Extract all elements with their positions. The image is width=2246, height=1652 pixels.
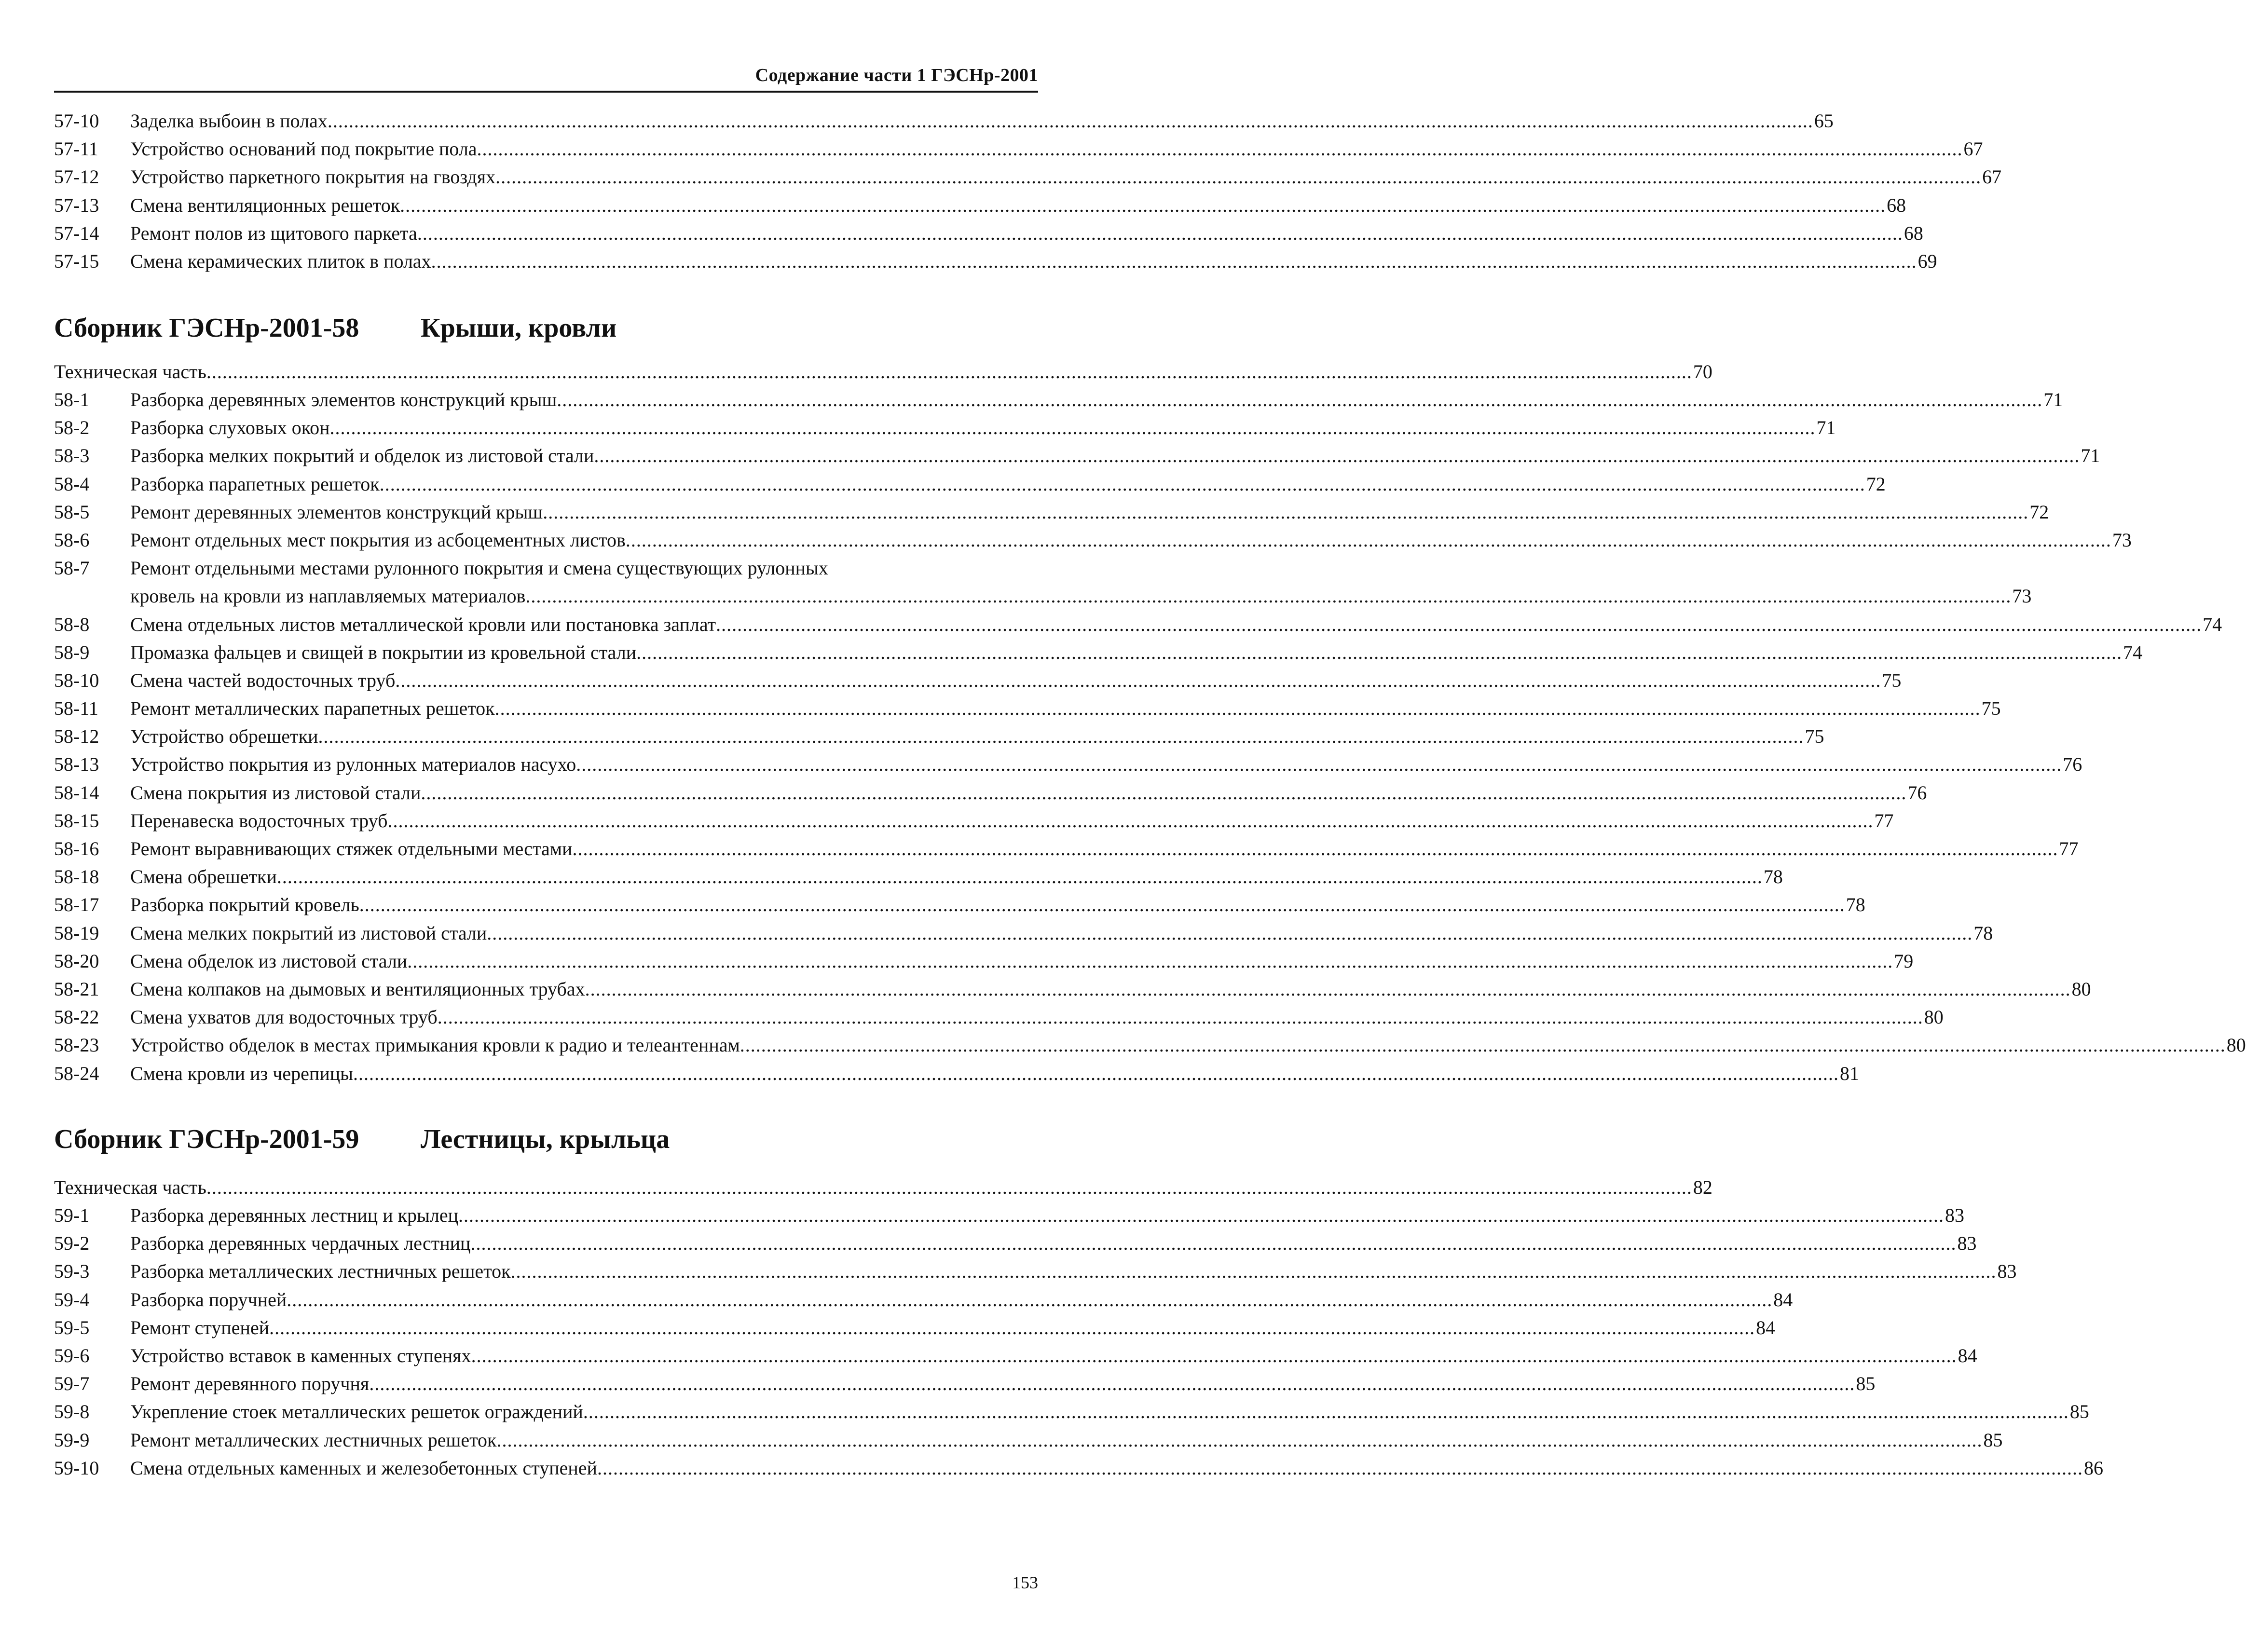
toc-page-number: 77 bbox=[1874, 809, 1894, 832]
dot-leader bbox=[716, 611, 2202, 639]
toc-entry-number: 59-10 bbox=[54, 1457, 99, 1479]
dot-leader bbox=[206, 358, 1692, 386]
toc-entry-number: 58-13 bbox=[54, 753, 99, 776]
toc-entry-title: Ремонт деревянного поручня bbox=[130, 1373, 370, 1395]
toc-entry-number: 58-7 bbox=[54, 557, 90, 579]
toc-page-number: 78 bbox=[1763, 866, 1783, 888]
toc-page-number: 74 bbox=[2123, 641, 2143, 663]
toc-row[interactable] bbox=[54, 1257, 2017, 1285]
toc-page-number: 72 bbox=[1866, 473, 1886, 495]
toc-row[interactable] bbox=[54, 247, 1937, 275]
dot-leader bbox=[557, 386, 2042, 414]
toc-entry-number: 59-9 bbox=[54, 1429, 90, 1451]
toc-entry-title: Устройство покрытия из рулонных материалов насухо bbox=[130, 753, 576, 776]
toc-entry-number: 58-15 bbox=[54, 809, 99, 832]
toc-entry-number: 58-23 bbox=[54, 1034, 99, 1056]
toc-entry-title: Разборка металлических лестничных решеток bbox=[130, 1260, 511, 1283]
toc-row[interactable] bbox=[54, 919, 1993, 947]
toc-entry-number: 58-4 bbox=[54, 473, 90, 495]
toc-row[interactable] bbox=[54, 779, 1927, 807]
toc-row[interactable] bbox=[54, 1370, 1876, 1398]
dot-leader bbox=[636, 639, 2122, 667]
toc-entry-title: Смена ухватов для водосточных труб bbox=[130, 1006, 438, 1028]
toc-entry-number: 59-3 bbox=[54, 1260, 90, 1283]
toc-entry-title: Ремонт ступеней bbox=[130, 1316, 270, 1338]
toc-row[interactable] bbox=[54, 386, 2063, 414]
toc-entry-title: Смена колпаков на дымовых и вентиляционных трубах bbox=[130, 978, 585, 1000]
toc-entry-title: Смена вентиляционных решеток bbox=[130, 194, 400, 216]
toc-entry-title: Техническая часть bbox=[54, 361, 206, 382]
section-59-name: Лестницы, крыльца bbox=[421, 1124, 670, 1154]
toc-entry-title: Устройство паркетного покрытия на гвоздях bbox=[130, 166, 496, 188]
toc-entry-number: 58-16 bbox=[54, 838, 99, 860]
toc-row[interactable] bbox=[54, 1060, 1859, 1088]
toc-entry-title: кровель на кровли из наплавляемых материалов bbox=[130, 585, 526, 607]
dot-leader bbox=[387, 807, 1873, 835]
dot-leader bbox=[626, 526, 2111, 554]
dot-leader bbox=[431, 247, 1917, 275]
toc-entry-title: Смена частей водосточных труб bbox=[130, 669, 396, 691]
toc-entry-number: 59-7 bbox=[54, 1373, 90, 1395]
dot-leader bbox=[594, 442, 2080, 470]
toc-part57-list bbox=[54, 107, 2002, 275]
toc-entry-title: Разборка парапетных решеток bbox=[130, 473, 380, 495]
dot-leader bbox=[585, 975, 2071, 1003]
toc-row[interactable] bbox=[54, 219, 1923, 247]
dot-leader bbox=[380, 470, 1865, 498]
toc-entry-number: 58-2 bbox=[54, 417, 90, 439]
toc-entry-number: 58-5 bbox=[54, 501, 90, 523]
section-58-code: Сборник ГЭСНр-2001-58 bbox=[54, 313, 359, 343]
toc-row[interactable] bbox=[54, 891, 1865, 919]
toc-entry-title: Ремонт металлических парапетных решеток bbox=[130, 697, 495, 720]
toc-page-number: 73 bbox=[2112, 529, 2132, 551]
toc-tech-part-row[interactable] bbox=[54, 358, 1712, 386]
toc-page-number: 85 bbox=[1983, 1429, 2003, 1451]
toc-page-number: 68 bbox=[1887, 194, 1906, 216]
dot-leader bbox=[421, 779, 1906, 807]
dot-leader bbox=[471, 1342, 1957, 1370]
toc-row[interactable] bbox=[54, 751, 2082, 778]
toc-page-number: 78 bbox=[1973, 922, 1993, 944]
toc-entry-title: Заделка выбоин в полах bbox=[130, 110, 328, 132]
dot-leader bbox=[417, 219, 1903, 247]
toc-entry-title: Разборка деревянных лестниц и крылец bbox=[130, 1204, 459, 1226]
toc-page-number: 80 bbox=[2071, 978, 2091, 1000]
toc-entry-number: 58-10 bbox=[54, 669, 99, 691]
toc-entry-number: 57-15 bbox=[54, 250, 99, 272]
dot-leader bbox=[495, 695, 1981, 723]
toc-row[interactable] bbox=[54, 1031, 2246, 1059]
toc-page-number: 67 bbox=[1963, 138, 1983, 160]
toc-page-number: 69 bbox=[1917, 250, 1937, 272]
toc-page-number: 73 bbox=[2012, 585, 2032, 607]
section-58-name: Крыши, кровли bbox=[421, 313, 617, 343]
toc-entry-title: Ремонт деревянных элементов конструкций крыш bbox=[130, 501, 543, 523]
toc-entry-number: 59-4 bbox=[54, 1288, 90, 1311]
dot-leader bbox=[328, 107, 1813, 135]
toc-entry-title: Разборка деревянных элементов конструкций крыш bbox=[130, 389, 557, 410]
toc-row[interactable] bbox=[54, 1426, 2003, 1454]
toc-entry-title: Перенавеска водосточных труб bbox=[130, 809, 388, 832]
toc-entry-number: 58-3 bbox=[54, 445, 90, 467]
toc-row[interactable] bbox=[54, 1314, 1776, 1342]
dot-leader bbox=[576, 751, 2062, 778]
running-header bbox=[54, 63, 1038, 93]
toc-row-continuation[interactable] bbox=[54, 582, 2032, 610]
toc-entry-title-line1: Ремонт отдельными местами рулонного покрытия и смена существующих рулонных bbox=[130, 557, 828, 579]
toc-row[interactable] bbox=[54, 163, 2002, 191]
toc-page-number: 67 bbox=[1982, 166, 2002, 188]
toc-row[interactable] bbox=[54, 1342, 1977, 1370]
toc-row[interactable] bbox=[54, 639, 2143, 667]
toc-entry-title: Смена покрытия из листовой стали bbox=[130, 781, 421, 804]
dot-leader bbox=[543, 498, 2028, 526]
dot-leader bbox=[400, 191, 1886, 219]
toc-page-number: 86 bbox=[2083, 1457, 2103, 1479]
toc-row[interactable] bbox=[54, 414, 1836, 442]
dot-leader bbox=[353, 1060, 1839, 1088]
dot-leader bbox=[330, 414, 1816, 442]
toc-entry-number: 59-6 bbox=[54, 1344, 90, 1366]
toc-entry-number: 59-1 bbox=[54, 1204, 90, 1226]
toc-entry-number: 59-8 bbox=[54, 1401, 90, 1423]
toc-entry-title: Устройство оснований под покрытие пола bbox=[130, 138, 477, 160]
toc-row[interactable] bbox=[54, 695, 2001, 723]
toc-entry-title: Разборка покрытий кровель bbox=[130, 894, 359, 916]
dot-leader bbox=[438, 1003, 1923, 1031]
toc-row[interactable] bbox=[54, 667, 1902, 695]
toc-row[interactable] bbox=[54, 470, 1886, 498]
toc-page-number: 71 bbox=[2081, 445, 2100, 467]
toc-entry-number: 58-19 bbox=[54, 922, 99, 944]
toc-entry-title: Устройство вставок в каменных ступенях bbox=[130, 1344, 471, 1366]
dot-leader bbox=[287, 1286, 1772, 1314]
dot-leader bbox=[470, 1229, 1956, 1257]
header-title: Содержание части 1 ГЭСНр-2001 bbox=[755, 65, 1038, 85]
toc-row[interactable] bbox=[54, 611, 2222, 639]
toc-page-number: 80 bbox=[2226, 1034, 2246, 1056]
toc-page-number: 84 bbox=[1756, 1316, 1776, 1338]
dot-leader bbox=[487, 919, 1972, 947]
toc-row[interactable] bbox=[54, 498, 2049, 526]
toc-row[interactable] bbox=[54, 135, 1983, 163]
page-number: 153 bbox=[1012, 1573, 1038, 1592]
toc-page-number: 83 bbox=[1997, 1260, 2017, 1283]
dot-leader bbox=[572, 835, 2058, 863]
toc-page-number: 75 bbox=[1882, 669, 1902, 691]
toc-page-number: 84 bbox=[1773, 1288, 1793, 1311]
toc-entry-number: 57-13 bbox=[54, 194, 99, 216]
toc-entry-number: 58-6 bbox=[54, 529, 90, 551]
toc-entry-number: 58-8 bbox=[54, 613, 90, 635]
toc-section59-list bbox=[54, 1201, 2103, 1482]
toc-entry-number: 58-18 bbox=[54, 866, 99, 888]
toc-page-number: 68 bbox=[1904, 222, 1923, 244]
toc-page-number: 74 bbox=[2203, 613, 2222, 635]
toc-entry-title: Смена керамических плиток в полах bbox=[130, 250, 431, 272]
dot-leader bbox=[597, 1454, 2083, 1482]
dot-leader bbox=[277, 863, 1763, 891]
toc-row[interactable] bbox=[54, 807, 1894, 835]
toc-entry-number: 58-20 bbox=[54, 950, 99, 972]
toc-page-number: 83 bbox=[1957, 1232, 1977, 1255]
toc-page-number: 77 bbox=[2059, 838, 2079, 860]
section-59-code: Сборник ГЭСНр-2001-59 bbox=[54, 1124, 359, 1154]
toc-row[interactable] bbox=[54, 835, 2079, 863]
toc-tech-part-row[interactable] bbox=[54, 1174, 1712, 1201]
toc-page-number: 75 bbox=[1981, 697, 2001, 720]
toc-page-number: 79 bbox=[1894, 950, 1914, 972]
dot-leader bbox=[395, 667, 1881, 695]
toc-section58-list bbox=[54, 386, 2246, 1088]
toc-row[interactable] bbox=[54, 1454, 2103, 1482]
toc-row[interactable] bbox=[54, 975, 2091, 1003]
dot-leader bbox=[318, 723, 1804, 751]
toc-row[interactable] bbox=[54, 554, 1038, 582]
toc-row[interactable] bbox=[54, 191, 1906, 219]
toc-entry-number: 58-12 bbox=[54, 725, 99, 748]
dot-leader bbox=[359, 891, 1845, 919]
toc-entry-title: Разборка деревянных чердачных лестниц bbox=[130, 1232, 471, 1255]
toc-entry-title: Промазка фальцев и свищей в покрытии из кровельной стали bbox=[130, 641, 637, 663]
dot-leader bbox=[206, 1174, 1692, 1201]
toc-row[interactable] bbox=[54, 442, 2100, 470]
toc-entry-title: Разборка мелких покрытий и обделок из листовой стали bbox=[130, 445, 594, 467]
toc-row[interactable] bbox=[54, 723, 1824, 751]
toc-entry-title: Смена обрешетки bbox=[130, 866, 277, 888]
toc-row[interactable] bbox=[54, 1003, 1944, 1031]
toc-page-number: 82 bbox=[1693, 1176, 1712, 1198]
toc-entry-number: 57-11 bbox=[54, 138, 98, 160]
dot-leader bbox=[269, 1314, 1755, 1342]
toc-entry-title: Разборка слуховых окон bbox=[130, 417, 330, 439]
toc-entry-number: 57-10 bbox=[54, 110, 99, 132]
toc-entry-title: Смена обделок из листовой стали bbox=[130, 950, 408, 972]
toc-page-number: 81 bbox=[1840, 1062, 1859, 1084]
dot-leader bbox=[369, 1370, 1855, 1398]
toc-page-number: 85 bbox=[2069, 1401, 2089, 1423]
toc-entry-title: Ремонт полов из щитового паркета bbox=[130, 222, 417, 244]
toc-entry-title: Ремонт выравнивающих стяжек отдельными местами bbox=[130, 838, 573, 860]
toc-entry-number: 58-22 bbox=[54, 1006, 99, 1028]
toc-entry-title: Смена отдельных каменных и железобетонных ступеней bbox=[130, 1457, 597, 1479]
toc-row[interactable] bbox=[54, 1286, 1793, 1314]
toc-row[interactable] bbox=[54, 526, 2132, 554]
toc-entry-number: 58-14 bbox=[54, 781, 99, 804]
toc-entry-title: Устройство обрешетки bbox=[130, 725, 318, 748]
dot-leader bbox=[583, 1398, 2069, 1426]
toc-page-number: 85 bbox=[1856, 1373, 1876, 1395]
toc-row[interactable] bbox=[54, 107, 1834, 135]
toc-page-number: 72 bbox=[2029, 501, 2049, 523]
toc-entry-title: Техническая часть bbox=[54, 1176, 206, 1198]
toc-entry-title: Ремонт отдельных мест покрытия из асбоцементных листов bbox=[130, 529, 626, 551]
dot-leader bbox=[458, 1201, 1944, 1229]
toc-entry-title: Устройство обделок в местах примыкания кровли к радио и телеантеннам bbox=[130, 1034, 740, 1056]
toc-entry-title: Укрепление стоек металлических решеток ограждений bbox=[130, 1401, 583, 1423]
toc-entry-title: Смена кровли из черепицы bbox=[130, 1062, 353, 1084]
dot-leader bbox=[740, 1031, 2226, 1059]
toc-entry-number: 58-9 bbox=[54, 641, 90, 663]
toc-entry-title: Ремонт металлических лестничных решеток bbox=[130, 1429, 497, 1451]
toc-entry-number: 59-2 bbox=[54, 1232, 90, 1255]
toc-entry-number: 58-17 bbox=[54, 894, 99, 916]
toc-page-number: 83 bbox=[1945, 1204, 1965, 1226]
dot-leader bbox=[407, 947, 1893, 975]
dot-leader bbox=[525, 582, 2011, 610]
toc-page-number: 70 bbox=[1693, 361, 1712, 382]
toc-entry-number: 58-1 bbox=[54, 389, 90, 410]
toc-row[interactable] bbox=[54, 1201, 1965, 1229]
toc-entry-title: Смена отдельных листов металлической кровли или постановка заплат bbox=[130, 613, 716, 635]
toc-page-number: 80 bbox=[1924, 1006, 1944, 1028]
toc-entry-number: 57-14 bbox=[54, 222, 99, 244]
toc-page-number: 65 bbox=[1814, 110, 1834, 132]
toc-entry-number: 57-12 bbox=[54, 166, 99, 188]
toc-page-number: 76 bbox=[2063, 753, 2082, 776]
toc-entry-title: Разборка поручней bbox=[130, 1288, 287, 1311]
toc-page-number: 71 bbox=[1816, 417, 1836, 439]
toc-entry-number: 59-5 bbox=[54, 1316, 90, 1338]
dot-leader bbox=[511, 1257, 1997, 1285]
toc-entry-title: Смена мелких покрытий из листовой стали bbox=[130, 922, 487, 944]
toc-entry-number: 58-11 bbox=[54, 697, 98, 720]
toc-row[interactable] bbox=[54, 1229, 1977, 1257]
toc-entry-number: 58-21 bbox=[54, 978, 99, 1000]
toc-section58-tech bbox=[54, 358, 1712, 386]
dot-leader bbox=[477, 135, 1963, 163]
dot-leader bbox=[495, 163, 1981, 191]
toc-row[interactable] bbox=[54, 1398, 2089, 1426]
dot-leader bbox=[496, 1426, 1982, 1454]
toc-row[interactable] bbox=[54, 863, 1783, 891]
toc-entry-number: 58-24 bbox=[54, 1062, 99, 1084]
toc-page-number: 78 bbox=[1846, 894, 1865, 916]
toc-page-number: 75 bbox=[1805, 725, 1824, 748]
toc-section59-tech bbox=[54, 1174, 1712, 1201]
toc-page-number: 71 bbox=[2043, 389, 2063, 410]
toc-page-number: 84 bbox=[1958, 1344, 1977, 1366]
toc-page-number: 76 bbox=[1907, 781, 1927, 804]
toc-row[interactable] bbox=[54, 947, 1914, 975]
